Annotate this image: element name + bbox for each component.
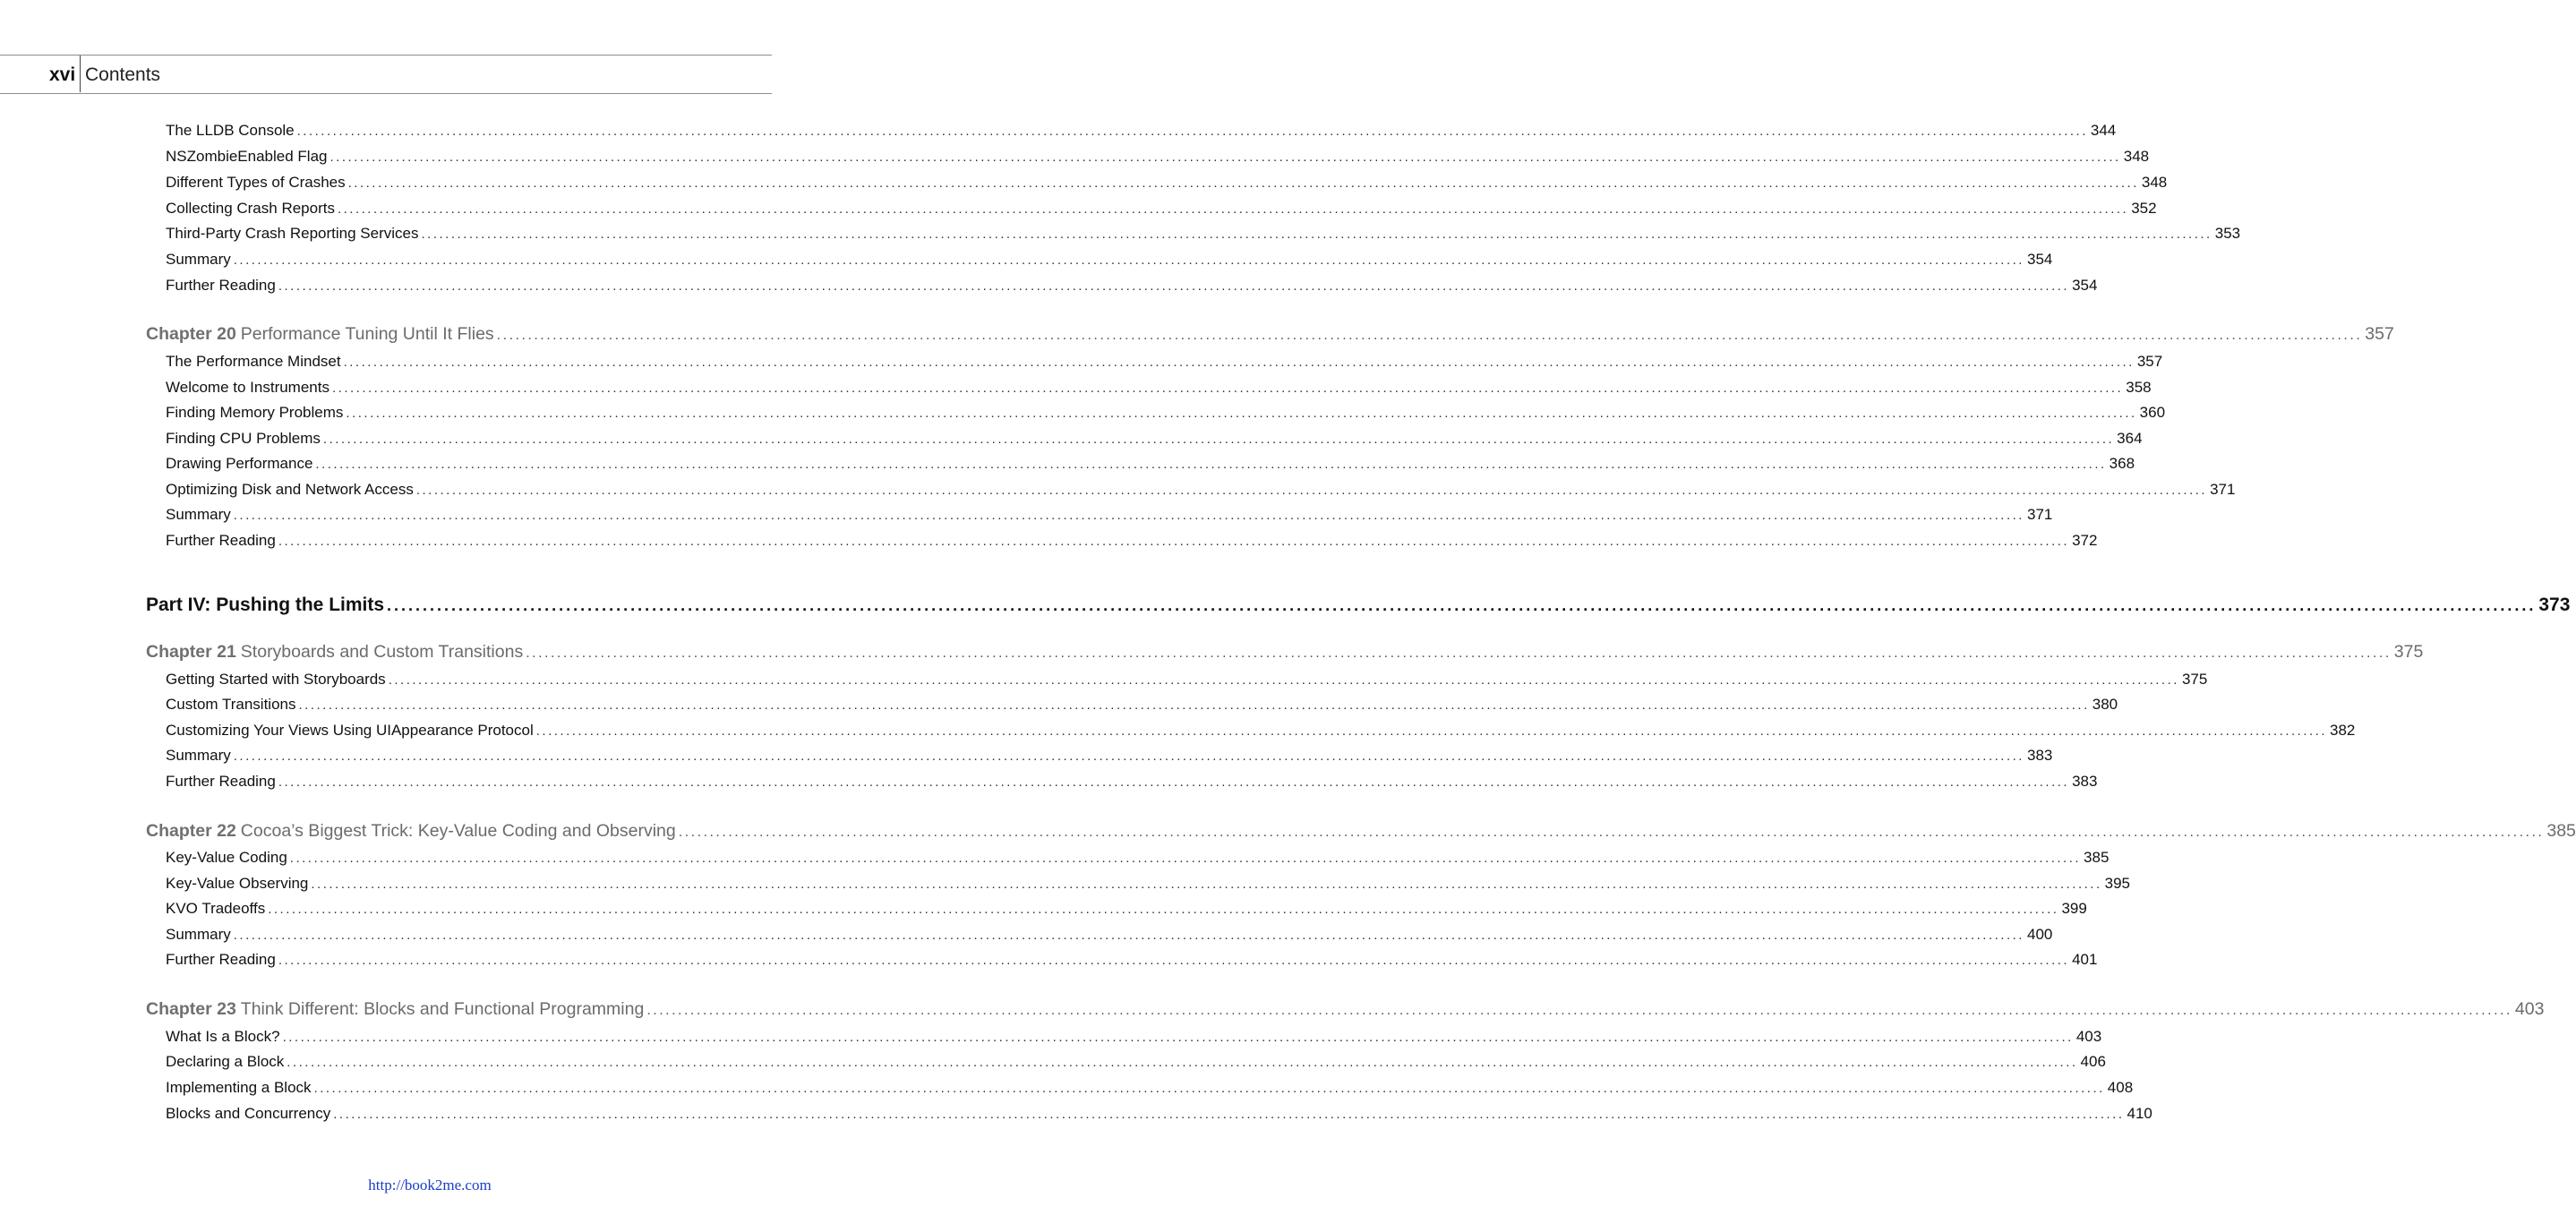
entry-title: Further Reading — [166, 277, 276, 294]
entry-page-number: 353 — [2214, 225, 2241, 242]
dot-leader: ............................................................................................................................................................................................................................................................................................................ — [346, 406, 2137, 421]
toc-section-entry[interactable] — [166, 747, 2053, 765]
toc-section-entry[interactable] — [166, 404, 2166, 422]
entry-title: Blocks and Concurrency — [166, 1105, 331, 1122]
entry-title: Customizing Your Views Using UIAppearance Protocol — [166, 722, 534, 739]
entry-title: Summary — [166, 747, 231, 764]
dot-leader: ............................................................................................................................................................................................................................................................................................................ — [233, 928, 2024, 943]
dot-leader: ............................................................................................................................................................................................................................................................................................................ — [333, 1107, 2125, 1122]
dot-leader: ............................................................................................................................................................................................................................................................................................................ — [329, 150, 2121, 165]
toc-section-entry[interactable] — [166, 277, 2098, 295]
entry-page-number: 354 — [2026, 251, 2053, 268]
dot-leader: ............................................................................................................................................................................................................................................................................................................ — [233, 252, 2024, 268]
entry-title: Further Reading — [166, 951, 276, 968]
dot-leader: ............................................................................................................................................................................................................................................................................................................ — [311, 877, 2102, 892]
toc-section-entry[interactable] — [166, 430, 2143, 448]
dot-leader: ............................................................................................................................................................................................................................................................................................................ — [298, 697, 2090, 713]
entry-page-number: 385 — [2546, 821, 2576, 841]
chapter-number: Chapter 23 — [146, 999, 236, 1019]
toc-section-entry[interactable] — [166, 251, 2053, 269]
entry-title — [146, 642, 523, 663]
dot-leader: ............................................................................................................................................................................................................................................................................................................ — [289, 851, 2082, 866]
entry-page-number: 382 — [2330, 722, 2356, 739]
chapter-title: Think Different: Blocks and Functional Programming — [240, 999, 645, 1019]
toc-section-entry[interactable] — [166, 875, 2130, 893]
dot-leader: ............................................................................................................................................................................................................................................................................................................ — [296, 124, 2088, 139]
entry-page-number: 360 — [2139, 404, 2166, 421]
toc-section-entry[interactable] — [166, 849, 2110, 867]
toc-section-entry[interactable] — [166, 1028, 2102, 1046]
toc-section-entry[interactable] — [166, 722, 2356, 740]
dot-leader: ............................................................................................................................................................................................................................................................................................................ — [233, 508, 2024, 523]
entry-page-number: 403 — [2514, 999, 2545, 1019]
chapter-title: Cocoa’s Biggest Trick: Key-Value Coding and Observing — [240, 821, 676, 841]
dot-leader: ............................................................................................................................................................................................................................................................................................................ — [282, 1030, 2074, 1045]
toc-section-entry[interactable] — [166, 1053, 2106, 1071]
dot-leader: ............................................................................................................................................................................................................................................................................................................ — [646, 1003, 2512, 1018]
dot-leader: ............................................................................................................................................................................................................................................................................................................ — [343, 355, 2135, 370]
entry-page-number: 375 — [2181, 671, 2208, 688]
entry-title — [146, 324, 494, 345]
dot-leader: ............................................................................................................................................................................................................................................................................................................ — [337, 201, 2129, 217]
dot-leader: ............................................................................................................................................................................................................................................................................................................ — [535, 723, 2327, 739]
toc-section-entry[interactable] — [166, 379, 2152, 397]
entry-title: Summary — [166, 251, 231, 268]
toc-part-entry[interactable] — [146, 595, 2571, 616]
entry-page-number: 385 — [2084, 849, 2110, 866]
toc-section-entry[interactable] — [166, 148, 2150, 166]
entry-title: Collecting Crash Reports — [166, 200, 335, 217]
entry-title: Drawing Performance — [166, 455, 313, 472]
entry-title: The Performance Mindset — [166, 353, 341, 370]
toc-section-entry[interactable] — [166, 900, 2087, 918]
entry-page-number: 406 — [2080, 1053, 2106, 1070]
entry-title — [146, 821, 676, 842]
entry-page-number: 403 — [2075, 1028, 2102, 1045]
dot-leader: ............................................................................................................................................................................................................................................................................................................ — [388, 672, 2179, 688]
dot-leader: ............................................................................................................................................................................................................................................................................................................ — [278, 534, 2070, 549]
entry-title: NSZombieEnabled Flag — [166, 148, 328, 165]
toc-section-entry[interactable] — [166, 481, 2236, 499]
entry-page-number: 357 — [2365, 324, 2394, 344]
entry-page-number: 368 — [2109, 455, 2135, 472]
toc-section-entry[interactable] — [166, 696, 2118, 714]
toc-section-entry[interactable] — [166, 225, 2241, 243]
toc-section-entry[interactable] — [166, 506, 2053, 524]
dot-leader: ............................................................................................................................................................................................................................................................................................................ — [315, 457, 2107, 472]
entry-page-number: 364 — [2117, 430, 2143, 447]
dot-leader: ............................................................................................................................................................................................................................................................................................................ — [415, 483, 2208, 498]
entry-page-number: 348 — [2141, 174, 2168, 191]
entry-title: Further Reading — [166, 532, 276, 549]
entry-page-number: 357 — [2136, 353, 2163, 370]
toc-section-entry[interactable] — [166, 200, 2157, 218]
dot-leader: ............................................................................................................................................................................................................................................................................................................ — [268, 902, 2059, 917]
entry-page-number: 354 — [2072, 277, 2098, 294]
entry-title: Optimizing Disk and Network Access — [166, 481, 414, 498]
dot-leader: ............................................................................................................................................................................................................................................................................................................ — [278, 774, 2070, 790]
toc-section-entry[interactable] — [166, 455, 2135, 473]
entry-title: Finding Memory Problems — [166, 404, 344, 421]
entry-title: Implementing a Block — [166, 1079, 312, 1096]
toc-chapter-entry[interactable] — [146, 999, 2545, 1020]
toc-section-entry[interactable] — [166, 122, 2117, 140]
entry-title: Summary — [166, 926, 231, 943]
toc-section-entry[interactable] — [166, 353, 2163, 371]
entry-title: Key-Value Observing — [166, 875, 309, 892]
entry-title: Finding CPU Problems — [166, 430, 321, 447]
entry-page-number: 401 — [2072, 951, 2098, 968]
entry-title: Declaring a Block — [166, 1053, 285, 1070]
dot-leader: ............................................................................................................................................................................................................................................................................................................ — [278, 278, 2070, 294]
entry-page-number: 344 — [2090, 122, 2117, 139]
dot-leader: ............................................................................................................................................................................................................................................................................................................ — [347, 175, 2139, 191]
entry-title: Welcome to Instruments — [166, 379, 329, 396]
footer-url[interactable]: http://book2me.com — [368, 1176, 492, 1194]
entry-page-number: 352 — [2131, 200, 2157, 217]
entry-page-number: 375 — [2393, 642, 2424, 662]
toc-section-entry[interactable] — [166, 773, 2098, 791]
dot-leader: ............................................................................................................................................................................................................................................................................................................ — [421, 227, 2212, 242]
entry-title: Part IV: Pushing the Limits — [146, 595, 385, 615]
chapter-number: Chapter 21 — [146, 642, 236, 662]
dot-leader: ............................................................................................................................................................................................................................................................................................................ — [526, 646, 2392, 661]
entry-title: Different Types of Crashes — [166, 174, 346, 191]
entry-page-number: 380 — [2092, 696, 2118, 713]
toc-section-entry[interactable] — [166, 174, 2168, 192]
chapter-number: Chapter 22 — [146, 821, 236, 841]
dot-leader: ............................................................................................................................................................................................................................................................................................................ — [496, 328, 2363, 343]
entry-title: Getting Started with Storyboards — [166, 671, 386, 688]
toc-section-entry[interactable] — [166, 1105, 2152, 1123]
toc-chapter-entry[interactable] — [146, 821, 2576, 842]
entry-page-number: 373 — [2538, 595, 2571, 615]
entry-page-number: 399 — [2061, 900, 2087, 917]
page-number: xvi — [49, 64, 76, 85]
toc-chapter-entry[interactable] — [146, 324, 2394, 345]
entry-title — [146, 999, 644, 1020]
chapter-number: Chapter 20 — [146, 324, 236, 344]
toc-section-entry[interactable] — [166, 926, 2053, 944]
entry-title: The LLDB Console — [166, 122, 295, 139]
toc-chapter-entry[interactable] — [146, 642, 2424, 663]
dot-leader: ............................................................................................................................................................................................................................................................................................................ — [278, 953, 2070, 968]
entry-page-number: 395 — [2104, 875, 2130, 892]
entry-title: KVO Tradeoffs — [166, 900, 266, 917]
toc-section-entry[interactable] — [166, 951, 2098, 969]
entry-title: Key-Value Coding — [166, 849, 287, 866]
entry-title: Third-Party Crash Reporting Services — [166, 225, 419, 242]
dot-leader: ............................................................................................................................................................................................................................................................................................................ — [678, 825, 2545, 840]
dot-leader: ............................................................................................................................................................................................................................................................................................................ — [287, 1055, 2078, 1070]
entry-title: What Is a Block? — [166, 1028, 280, 1045]
entry-page-number: 408 — [2107, 1079, 2134, 1096]
entry-page-number: 372 — [2072, 532, 2098, 549]
toc-section-entry[interactable] — [166, 671, 2208, 689]
toc-section-entry[interactable] — [166, 532, 2098, 550]
chapter-title: Performance Tuning Until It Flies — [240, 324, 494, 344]
entry-title: Further Reading — [166, 773, 276, 790]
entry-page-number: 358 — [2126, 379, 2152, 396]
dot-leader: ............................................................................................................................................................................................................................................................................................................ — [331, 381, 2124, 396]
dot-leader: ............................................................................................................................................................................................................................................................................................................ — [313, 1081, 2105, 1096]
entry-page-number: 371 — [2026, 506, 2053, 523]
entry-page-number: 383 — [2026, 747, 2053, 764]
entry-title: Summary — [166, 506, 231, 523]
entry-page-number: 348 — [2123, 148, 2150, 165]
entry-page-number: 371 — [2210, 481, 2236, 498]
toc-section-entry[interactable] — [166, 1079, 2134, 1097]
running-title: Contents — [85, 64, 161, 85]
dot-leader: ............................................................................................................................................................................................................................................................................................................ — [233, 749, 2024, 764]
entry-page-number: 400 — [2026, 926, 2053, 943]
entry-page-number: 383 — [2072, 773, 2098, 790]
entry-page-number: 410 — [2127, 1105, 2152, 1122]
dot-leader: ............................................................................................................................................................................................................................................................................................................ — [322, 432, 2115, 447]
dot-leader: ............................................................................................................................................................................................................................................................................................................ — [387, 596, 2537, 614]
chapter-title: Storyboards and Custom Transitions — [240, 642, 524, 662]
entry-title: Custom Transitions — [166, 696, 296, 713]
